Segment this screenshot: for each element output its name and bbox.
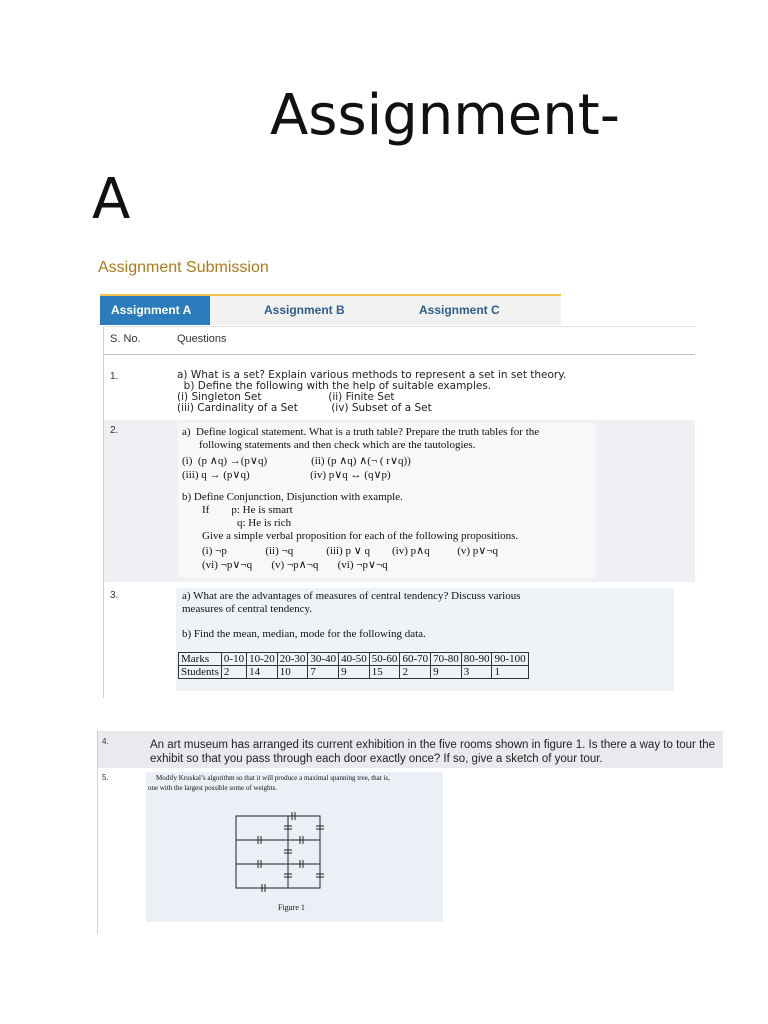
column-header-sno: S. No. [110, 333, 141, 345]
marks-row [179, 653, 529, 666]
students-cell: 10 [277, 666, 308, 679]
question-4-number: 4. [102, 737, 109, 746]
question-2-line: (iii) q → (p∨q) (iv) p∨q ↔ (q∨p) [182, 469, 391, 481]
question-3-number: 3. [110, 590, 119, 601]
museum-rooms-diagram [228, 810, 328, 898]
question-2-number: 2. [110, 425, 119, 436]
question-3-line: measures of central tendency. [182, 603, 313, 615]
question-3-line: a) What are the advantages of measures of central tendency? Discuss various [182, 590, 521, 602]
marks-cell: 40-50 [339, 653, 370, 666]
students-cell: 9 [339, 666, 370, 679]
assignment-submission-heading: Assignment Submission [98, 259, 269, 276]
question-2-line: q: He is rich [237, 517, 292, 529]
table-header-divider [103, 354, 695, 355]
marks-cell: 80-90 [461, 653, 492, 666]
question-2-line: Give a simple verbal proposition for each of the following propositions. [202, 530, 519, 542]
question-1-number: 1. [110, 371, 119, 382]
column-header-questions: Questions [177, 333, 227, 345]
students-cell: 1 [492, 666, 528, 679]
marks-cell: 0-10 [221, 653, 246, 666]
question-3-image-panel [176, 588, 674, 691]
marks-table [178, 652, 529, 679]
question-2-line: (i) (p ∧q) →(p∨q) (ii) (p ∧q) ∧(¬ ( r∨q)) [182, 455, 411, 467]
question-1-line: b) Define the following with the help of suitable examples. [177, 380, 492, 392]
marks-cell: 70-80 [431, 653, 462, 666]
question-2-line: b) Define Conjunction, Disjunction with example. [182, 491, 403, 503]
question-2-line: (i) ¬p (ii) ¬q (iii) p ∨ q (iv) p∧q (v) p∨¬q [202, 545, 499, 557]
students-cell: 14 [247, 666, 278, 679]
question-2-line: (vi) ¬p∨¬q (v) ¬p∧¬q (vi) ¬p∨¬q [202, 559, 388, 571]
question-5-image-panel [146, 772, 443, 922]
question-1-line: (iii) Cardinality of a Set (iv) Subset of a Set [177, 402, 432, 414]
question-5-line: one with the largest possible some of weights. [148, 784, 277, 792]
students-label-cell: Students [179, 666, 222, 679]
marks-cell: 20-30 [277, 653, 308, 666]
question-4-text: An art museum has arranged its current exhibition in the five rooms shown in figure 1. Is there a way to tour the exhibit so that you pass through each door exactly once? If so, give a sketch of your tour. [150, 739, 716, 765]
question-1-text [177, 370, 566, 414]
tab-assignment-a[interactable]: Assignment A [100, 296, 210, 325]
marks-cell: 50-60 [369, 653, 400, 666]
students-cell: 15 [369, 666, 400, 679]
marks-cell: 90-100 [492, 653, 528, 666]
figure-caption: Figure 1 [278, 903, 305, 912]
students-cell: 9 [431, 666, 462, 679]
question-2-line: following statements and then check which are the tautologies. [199, 439, 476, 451]
table-top-border [103, 326, 695, 327]
students-cell: 2 [400, 666, 431, 679]
marks-label-cell: Marks [179, 653, 222, 666]
tab-assignment-b[interactable]: Assignment B [264, 303, 345, 317]
marks-cell: 10-20 [247, 653, 278, 666]
tab-assignment-c[interactable]: Assignment C [419, 303, 500, 317]
question-5-line: Modify Kruskal’s algorithm so that it will produce a maximal spanning tree, that is, [156, 774, 390, 782]
question-2-line: If p: He is smart [202, 504, 293, 516]
question-3-line: b) Find the mean, median, mode for the following data. [182, 628, 426, 640]
assignment-tab-bar [100, 294, 561, 325]
students-cell: 2 [221, 666, 246, 679]
students-cell: 3 [461, 666, 492, 679]
marks-cell: 60-70 [400, 653, 431, 666]
question-2-line: a) Define logical statement. What is a truth table? Prepare the truth tables for the [182, 426, 540, 438]
marks-cell: 30-40 [308, 653, 339, 666]
question-2-image-panel [178, 423, 596, 578]
students-cell: 7 [308, 666, 339, 679]
question-1-line: a) What is a set? Explain various methods to represent a set in set theory. [177, 369, 567, 381]
document-title-line2: A [92, 167, 131, 232]
question-5-number: 5. [102, 773, 109, 782]
question-1-line: (i) Singleton Set (ii) Finite Set [177, 391, 395, 403]
students-row [179, 666, 529, 679]
document-title-line1: Assignment- [270, 83, 620, 148]
